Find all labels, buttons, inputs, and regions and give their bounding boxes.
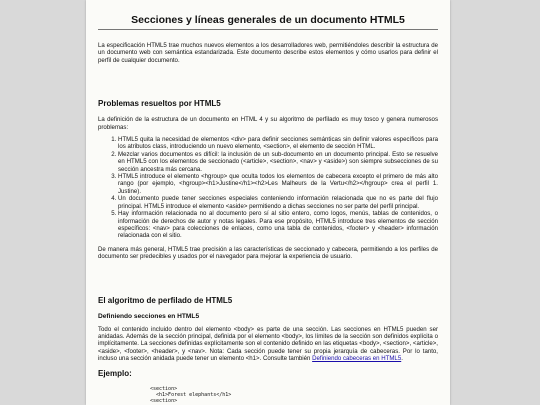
defining-sections-text-end: . — [401, 355, 403, 363]
defining-sections-paragraph — [98, 326, 438, 363]
defining-headers-link[interactable]: Definiendo cabeceras en HTML5 — [312, 355, 402, 363]
problems-list — [98, 136, 438, 240]
document-page — [86, 0, 450, 405]
list-item: 1. HTML5 quita la necesidad de elementos <div> para definir secciones semánticas sin definir valores específicos para los atributos class, introduciendo un nuevo elemento, <section>, el elemento de sección HTML. — [118, 136, 438, 151]
list-item: 2. Mezclar varios documentos es difícil: la inclusión de un sub-documento en un documento principal. Esto se resuelve en HTML5 con los elementos de seccionado (<article>, <section>, <nav> y <aside>) son siempre subsecciones de su sección ancestra más cercana. — [118, 151, 438, 173]
list-item: 3. HTML5 introduce el elemento <hgroup> que oculta todos los elementos de cabecera excepto el primero de más alto rango (por ejemplo, <hgroup><h1>Justine</h1><h2>Les Malheurs de la Vertu</h2></hgroup> crea el perfil 1. Justine). — [118, 173, 438, 195]
list-item: 5. Hay información relacionada no al documento pero sí al sitio entero, como logos, menús, tablas de contenidos, o información de derechos de autor y notas legales. Para ese propósito, HTML5 introduce tres elementos de sección específicos: <nav> para colecciones de enlaces, como una tabla de contenidos, <footer> y <header> información relacionada con el sitio. — [118, 210, 438, 240]
example-heading: Ejemplo: — [98, 368, 132, 378]
section-heading-problems: Problemas resueltos por HTML5 — [98, 99, 221, 109]
example-code-block: <section> <h1>Forest elephants</h1> <section> — [150, 385, 232, 404]
page-title: Secciones y líneas generales de un documento HTML5 — [98, 14, 438, 30]
problems-intro-paragraph: La definición de la estructura de un documento en HTML 4 y su algoritmo de perfilado es muy tosco y genera numerosos problemas: — [98, 116, 438, 131]
problems-summary-paragraph: De manera más general, HTML5 trae precisión a las características de seccionado y cabecera, permitiendo a los perfiles de documento ser predecibles y usados por el navegador para mejorar la experiencia de usuario. — [98, 245, 438, 261]
intro-paragraph: La especificación HTML5 trae muchos nuevos elementos a los desarrolladores web, permitiéndoles describir la estructura de un documento web con semántica estandarizada. Este documento describe estos elementos y cómo usarlos para definir el perfil de cualquier documento. — [98, 42, 438, 64]
list-item: 4. Un documento puede tener secciones especiales conteniendo información relacionada que no es parte del flujo principal. HTML5 introduce el elemento <aside> permitiendo a dichas secciones no ser parte del perfil principal. — [118, 195, 438, 210]
subsection-heading-defining-sections: Definiendo secciones en HTML5 — [98, 312, 200, 320]
defining-sections-text: Todo el contenido incluido dentro del elemento <body> es parte de una sección. Las secciones en HTML5 pueden ser anidadas. Además de la sección principal, definida por el elemento <body>, los límites de la sección son definidos explícita o implícitamente. La secciones definidas explícitamente son el contenido definido en las etiquetas <body>, <section>, <article>, <aside>, <footer>, <header>, y <nav>. Nota: Cada sección puede tener su propia jerarquía de cabeceras. Por lo tanto, incluso una sección anidada puede tener un elemento <h1>. Consulte también — [98, 325, 438, 363]
section-heading-algorithm: El algoritmo de perfilado de HTML5 — [98, 295, 233, 305]
